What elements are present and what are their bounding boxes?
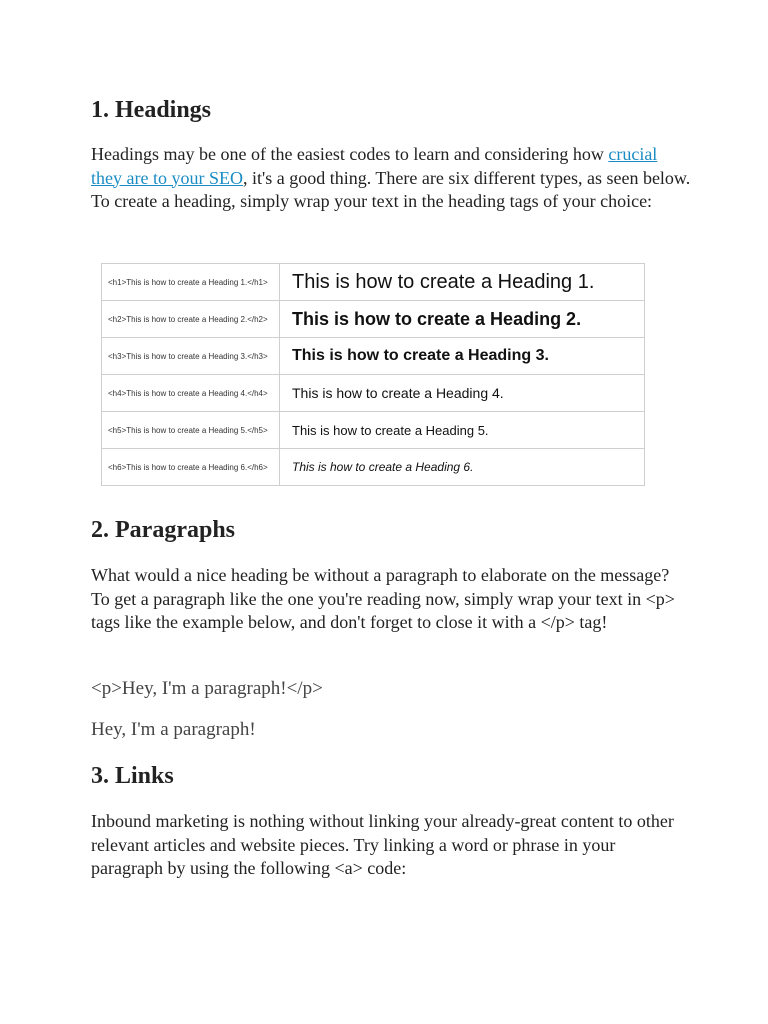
heading-row-code: <h3>This is how to create a Heading 3.</h3> <box>102 338 280 374</box>
heading-row-h4 <box>102 375 644 412</box>
heading-row-code: <h5>This is how to create a Heading 5.</h5> <box>102 412 280 448</box>
headings-intro-paragraph <box>91 143 691 214</box>
paragraphs-section-title: 2. Paragraphs <box>91 517 235 543</box>
links-intro-paragraph: Inbound marketing is nothing without linking your already-great content to other relevant articles and website pieces. Try linking a word or phrase in your paragraph by using the following <a> code: <box>91 811 674 878</box>
paragraph-rendered-example: Hey, I'm a paragraph! <box>91 719 256 740</box>
seo-link[interactable]: crucial they are to your SEO <box>91 144 658 188</box>
heading-row-h6 <box>102 449 644 485</box>
headings-intro-text-end: , it's a good thing. There are six different types, as seen below. To create a heading, simply wrap your text in the heading tags of your choice: <box>91 167 691 211</box>
links-section-title: 3. Links <box>91 763 174 789</box>
heading-row-h3 <box>102 338 644 375</box>
heading-row-h1 <box>102 264 644 301</box>
heading-row-code: <h4>This is how to create a Heading 4.</h4> <box>102 375 280 411</box>
heading-row-h2 <box>102 301 644 338</box>
paragraph-code-example: <p>Hey, I'm a paragraph!</p> <box>91 678 323 699</box>
heading-row-code: <h1>This is how to create a Heading 1.</h1> <box>102 264 280 300</box>
paragraphs-intro-paragraph: What would a nice heading be without a paragraph to elaborate on the message? To get a paragraph like the one you're reading now, simply wrap your text in <p> tags like the example below, and don't forget to close it with a </p> tag! <box>91 565 675 632</box>
heading-row-sample: This is how to create a Heading 2. <box>292 308 582 329</box>
heading-row-code: <h2>This is how to create a Heading 2.</h2> <box>102 301 280 337</box>
headings-intro-text-start: Headings may be one of the easiest codes to learn and considering how <box>91 144 609 164</box>
heading-row-code: <h6>This is how to create a Heading 6.</h6> <box>102 449 280 485</box>
headings-section-title: 1. Headings <box>91 97 212 123</box>
heading-row-h5 <box>102 412 644 449</box>
heading-row-sample: This is how to create a Heading 1. <box>292 270 595 293</box>
heading-row-sample: This is how to create a Heading 3. <box>292 347 549 364</box>
heading-examples-table <box>101 263 645 486</box>
heading-row-sample: This is how to create a Heading 6. <box>292 460 474 474</box>
heading-row-sample: This is how to create a Heading 5. <box>292 422 489 438</box>
heading-row-sample: This is how to create a Heading 4. <box>292 385 504 401</box>
